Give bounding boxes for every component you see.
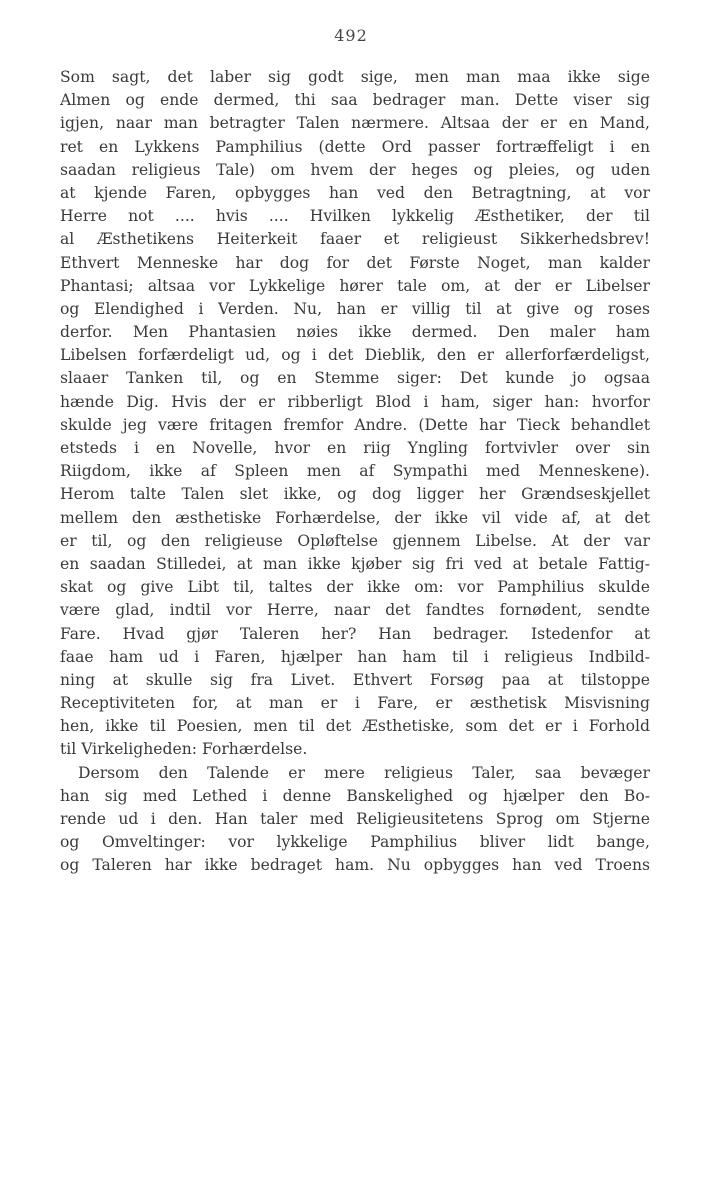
text-line: være glad, indtil vor Herre, naar det fandtes fornødent, sendte [60,601,650,620]
body-text [60,66,650,878]
text-line: Libelsen forfærdeligt ud, og i det Dieblik, den er allerforfærdeligst, [60,346,650,365]
text-line: Herre not .... hvis .... Hvilken lykkelig Æsthetiker, der til [60,207,650,226]
text-line: hen, ikke til Poesien, men til det Æsthetiske, som det er i Forhold [60,717,650,736]
text-line: Ethvert Menneske har dog for det Første Noget, man kalder [60,253,650,272]
text-line: han sig med Lethed i denne Banskelighed og hjælper den Bo- [60,786,650,805]
text-line: er til, og den religieuse Opløftelse gjennem Libelse. At der var [60,531,650,550]
text-line: mellem den æsthetiske Forhærdelse, der ikke vil vide af, at det [60,508,650,527]
page-number: 492 [334,26,368,45]
text-line: al Æsthetikens Heiterkeit faaer et religieust Sikkerhedsbrev! [60,230,650,249]
text-line: ret en Lykkens Pamphilius (dette Ord passer fortræffeligt i en [60,137,650,156]
text-line: rende ud i den. Han taler med Religieusitetens Sprog om Stjerne [60,810,650,828]
text-line: derfor. Men Phantasien nøies ikke dermed. Den maler ham [60,323,650,342]
text-line: skulde jeg være fritagen fremfor Andre. (Dette har Tieck behandlet [60,415,650,434]
text-line: Phantasi; altsaa vor Lykkelige hører tale om, at der er Libelser [60,276,650,295]
text-line: etsteds i en Novelle, hvor en riig Yngling fortvivler over sin [60,439,650,457]
text-line: og Elendighed i Verden. Nu, han er villig til at give og roses [60,299,650,318]
text-line: Herom talte Talen slet ikke, og dog ligger her Grændseskjellet [60,485,650,504]
text-line: og Taleren har ikke bedraget ham. Nu opbygges han ved Troens [60,856,650,875]
text-line: en saadan Stilledei, at man ikke kjøber sig fri ved at betale Fattig- [60,554,650,573]
text-line: saadan religieus Tale) om hvem der heges og pleies, og uden [60,160,650,179]
text-line: til Virkeligheden: Forhærdelse. [60,740,308,759]
text-line: hænde Dig. Hvis der er ribberligt Blod i ham, siger han: hvorfor [60,392,650,411]
text-line: Riigdom, ikke af Spleen men af Sympathi med Menneskene). [60,462,650,481]
text-line: faae ham ud i Faren, hjælper han ham til i religieus Indbild- [60,647,650,666]
text-line: at kjende Faren, opbygges han ved den Betragtning, at vor [60,183,650,202]
text-line: skat og give Libt til, taltes der ikke om: vor Pamphilius skulde [60,578,650,597]
text-line: og Omveltinger: vor lykkelige Pamphilius bliver lidt bange, [60,833,650,852]
text-line: Dersom den Talende er mere religieus Taler, saa bevæger [78,763,650,782]
text-line: Receptiviteten for, at man er i Fare, er æsthetisk Misvisning [60,694,650,713]
text-line: ning at skulle sig fra Livet. Ethvert Forsøg paa at tilstoppe [60,670,650,689]
text-line: Fare. Hvad gjør Taleren her? Han bedrager. Istedenfor at [60,624,650,643]
text-line: slaaer Tanken til, og en Stemme siger: Det kunde jo ogsaa [60,369,650,388]
text-line: Som sagt, det laber sig godt sige, men man maa ikke sige [60,68,650,86]
text-line: Almen og ende dermed, thi saa bedrager man. Dette viser sig [60,91,650,110]
text-line: igjen, naar man betragter Talen nærmere. Altsaa der er en Mand, [60,114,650,133]
